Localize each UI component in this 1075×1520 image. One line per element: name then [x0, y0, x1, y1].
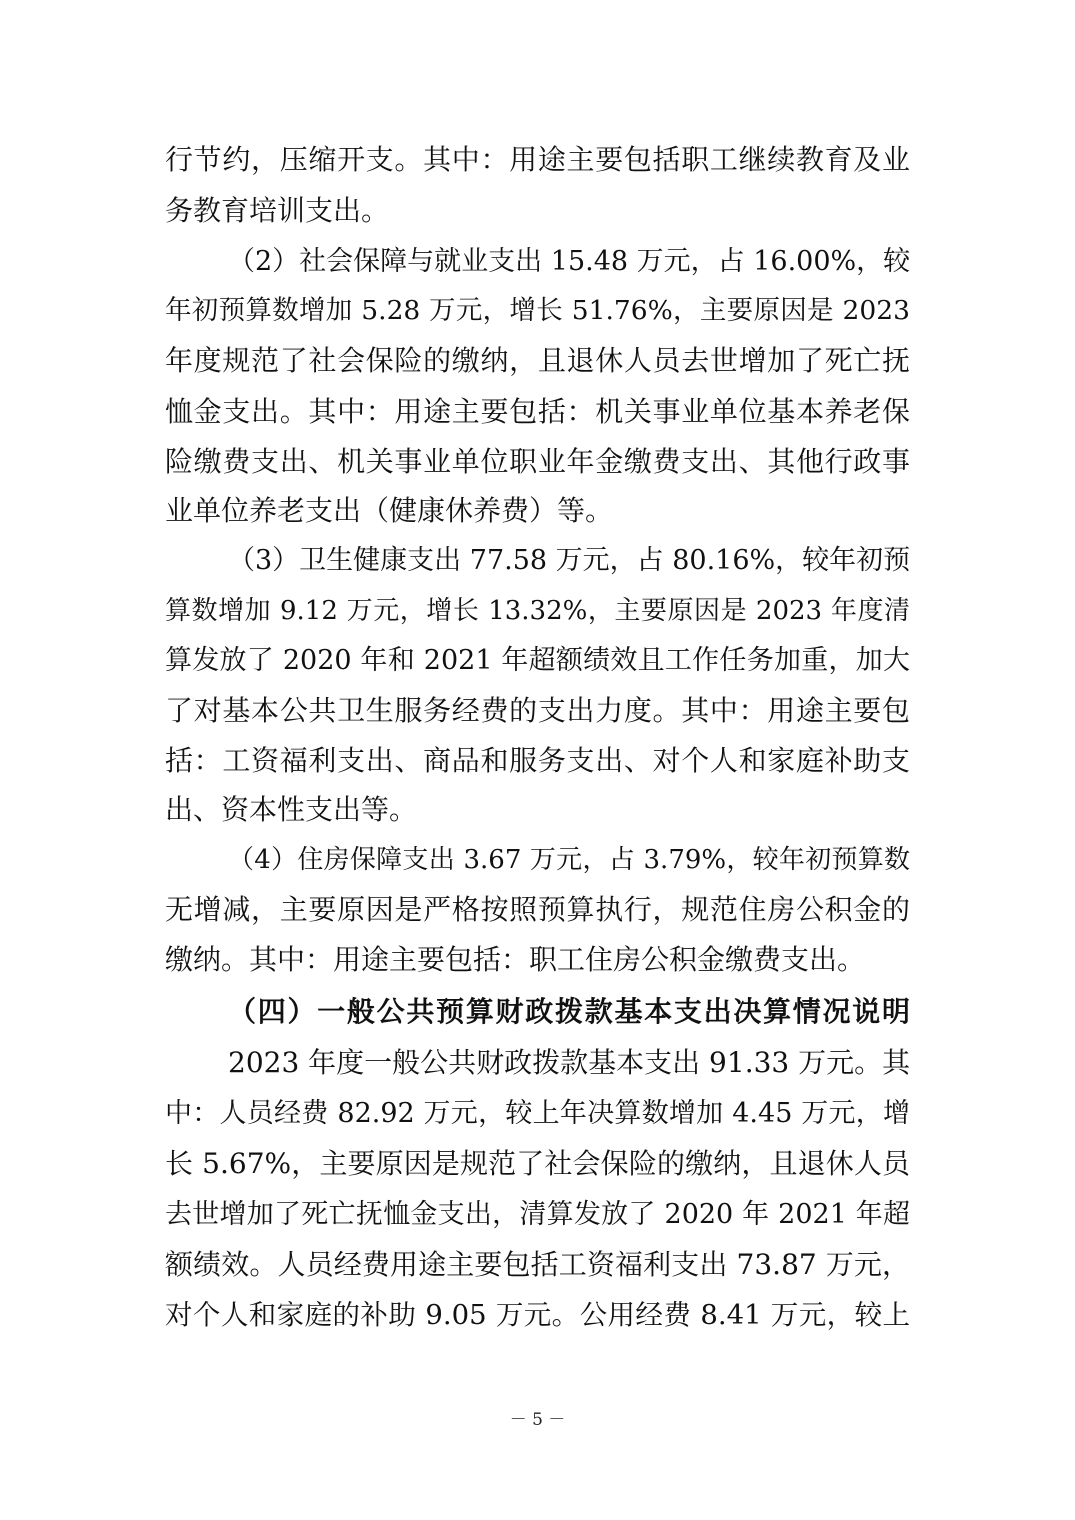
paragraph-4-line-3: 缴纳。其中：用途主要包括：职工住房公积金缴费支出。 [165, 943, 866, 976]
section-paragraph-line-2: 中：人员经费 82.92 万元，较上年决算数增加 4.45 万元，增 [165, 1098, 910, 1129]
section-paragraph-line-3: 长 5.67%，主要原因是规范了社会保险的缴纳，且退休人员 [165, 1147, 910, 1180]
paragraph-4-line-2: 无增减，主要原因是严格按照预算执行，规范住房公积金的 [165, 893, 910, 926]
section-paragraph-line-6: 对个人和家庭的补助 9.05 万元。公用经费 8.41 万元，较上 [165, 1299, 910, 1331]
paragraph-1-line-2: 务教育培训支出。 [165, 194, 390, 227]
paragraph-3-line-4: 了对基本公共卫生服务经费的支出力度。其中：用途主要包 [165, 694, 910, 727]
paragraph-2-line-2: 年初预算数增加 5.28 万元，增长 51.76%，主要原因是 2023 [165, 295, 910, 326]
paragraph-2-line-6: 业单位养老支出（健康休养费）等。 [165, 494, 614, 527]
paragraph-3-line-3: 算发放了 2020 年和 2021 年超额绩效且工作任务加重，加大 [165, 645, 910, 676]
paragraph-3-line-2: 算数增加 9.12 万元，增长 13.32%，主要原因是 2023 年度清 [165, 596, 910, 626]
paragraph-3-line-1: （3）卫生健康支出 77.58 万元，占 80.16%，较年初预 [228, 545, 911, 576]
paragraph-2-line-4: 恤金支出。其中：用途主要包括：机关事业单位基本养老保 [165, 395, 910, 428]
paragraph-4-line-1: （4）住房保障支出 3.67 万元，占 3.79%，较年初预算数 [228, 845, 910, 875]
paragraph-2-line-3: 年度规范了社会保险的缴纳，且退休人员去世增加了死亡抚 [165, 344, 910, 377]
paragraph-3-line-6: 出、资本性支出等。 [165, 793, 418, 826]
paragraph-2-line-1: （2）社会保障与就业支出 15.48 万元，占 16.00%，较 [228, 246, 911, 277]
section-paragraph-line-5: 额绩效。人员经费用途主要包括工资福利支出 73.87 万元， [165, 1248, 910, 1281]
paragraph-1-line-1: 行节约，压缩开支。其中：用途主要包括职工继续教育及业 [165, 143, 910, 176]
page-number: － 5 － [509, 1410, 566, 1430]
section-paragraph-line-4: 去世增加了死亡抚恤金支出，清算发放了 2020 年 2021 年超 [165, 1199, 910, 1230]
section-heading: （四）一般公共预算财政拨款基本支出决算情况说明 [228, 995, 910, 1028]
paragraph-2-line-5: 险缴费支出、机关事业单位职业年金缴费支出、其他行政事 [165, 445, 910, 478]
section-paragraph-line-1: 2023 年度一般公共财政拨款基本支出 91.33 万元。其 [228, 1046, 911, 1079]
paragraph-3-line-5: 括：工资福利支出、商品和服务支出、对个人和家庭补助支 [165, 744, 910, 777]
